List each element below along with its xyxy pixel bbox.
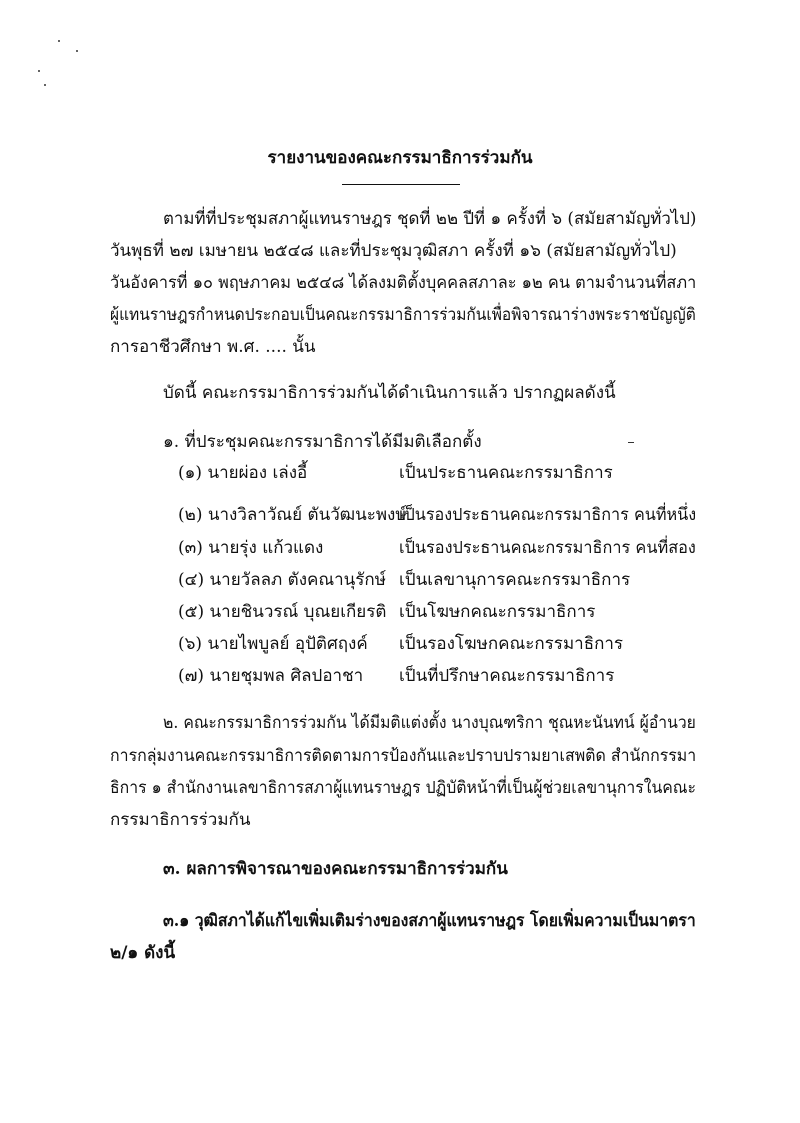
member-role: เป็นเลขานุการคณะกรรมาธิการ xyxy=(399,570,631,590)
member-name: (๔) นายวัลลภ ตังคณานุรักษ์ xyxy=(178,570,386,590)
section2-line-1: ๒. คณะกรรมาธิการร่วมกัน ได้มีมติแต่งตั้ง นางบุณฑริกา ชุณหะนันทน์ ผู้อำนวย xyxy=(163,713,696,733)
status-line: บัดนี้ คณะกรรมาธิการร่วมกันได้ดำเนินการแล้ว ปรากฏผลดังนี้ xyxy=(163,383,616,403)
member-name: (๖) นายไพบูลย์ อุปัติศฤงค์ xyxy=(178,634,368,654)
member-name: (๕) นายชินวรณ์ บุณยเกียรติ xyxy=(178,602,387,622)
member-role: เป็นประธานคณะกรรมาธิการ xyxy=(399,463,613,483)
member-name: (๒) นางวิลาวัณย์ ตันวัฒนะพงษ์ xyxy=(178,505,407,525)
section1-heading: ๑. ที่ประชุมคณะกรรมาธิการได้มีมติเลือกตั้ง xyxy=(163,432,482,452)
scan-speck xyxy=(58,40,60,42)
section3-heading: ๓. ผลการพิจารณาของคณะกรรมาธิการร่วมกัน xyxy=(163,859,508,879)
member-role: เป็นโฆษกคณะกรรมาธิการ xyxy=(399,602,596,622)
section2-line-2: การกลุ่มงานคณะกรรมาธิการติดตามการป้องกันและปราบปรามยาเสพติด สำนักกรรมา xyxy=(110,746,697,766)
member-name: (๗) นายชุมพล ศิลปอาชา xyxy=(178,666,364,686)
section3-1-line-2: ๒/๑ ดังนี้ xyxy=(110,943,176,963)
member-role: เป็นรองโฆษกคณะกรรมาธิการ xyxy=(399,634,624,654)
member-name: (๑) นายผ่อง เล่งอี้ xyxy=(178,463,308,483)
scan-mark xyxy=(628,442,634,443)
scan-speck xyxy=(76,50,78,52)
intro-line-4: ผู้แทนราษฎรกำหนดประกอบเป็นคณะกรรมาธิการร่วมกันเพื่อพิจารณาร่างพระราชบัญญัติ xyxy=(110,305,696,325)
section2-line-3: ธิการ ๑ สำนักงานเลขาธิการสภาผู้แทนราษฎร ปฏิบัติหน้าที่เป็นผู้ช่วยเลขานุการในคณะ xyxy=(110,778,696,798)
member-role: เป็นที่ปรึกษาคณะกรรมาธิการ xyxy=(399,666,615,686)
page-title: รายงานของคณะกรรมาธิการร่วมกัน xyxy=(267,148,533,168)
section3-1-line-1: ๓.๑ วุฒิสภาได้แก้ไขเพิ่มเติมร่างของสภาผู้แทนราษฎร โดยเพิ่มความเป็นมาตรา xyxy=(163,911,696,931)
title-underline xyxy=(342,184,460,185)
scan-speck xyxy=(38,70,40,72)
scan-speck xyxy=(44,84,46,86)
intro-line-5: การอาชีวศึกษา พ.ศ. .... นั้น xyxy=(110,337,316,357)
intro-line-1: ตามที่ที่ประชุมสภาผู้แทนราษฎร ชุดที่ ๒๒ ปีที่ ๑ ครั้งที่ ๖ (สมัยสามัญทั่วไป) xyxy=(163,209,697,229)
member-role: เป็นรองประธานคณะกรรมาธิการ คนที่หนึ่ง xyxy=(399,505,697,525)
member-role: เป็นรองประธานคณะกรรมาธิการ คนที่สอง xyxy=(399,538,696,558)
intro-line-2: วันพุธที่ ๒๗ เมษายน ๒๕๔๘ และที่ประชุมวุฒิสภา ครั้งที่ ๑๖ (สมัยสามัญทั่วไป) xyxy=(110,241,677,261)
intro-line-3: วันอังคารที่ ๑๐ พฤษภาคม ๒๕๔๘ ได้ลงมติตั้งบุคคลสภาละ ๑๒ คน ตามจำนวนที่สภา xyxy=(110,273,697,293)
member-name: (๓) นายรุ่ง แก้วแดง xyxy=(178,538,324,558)
section2-line-4: กรรมาธิการร่วมกัน xyxy=(110,810,251,830)
